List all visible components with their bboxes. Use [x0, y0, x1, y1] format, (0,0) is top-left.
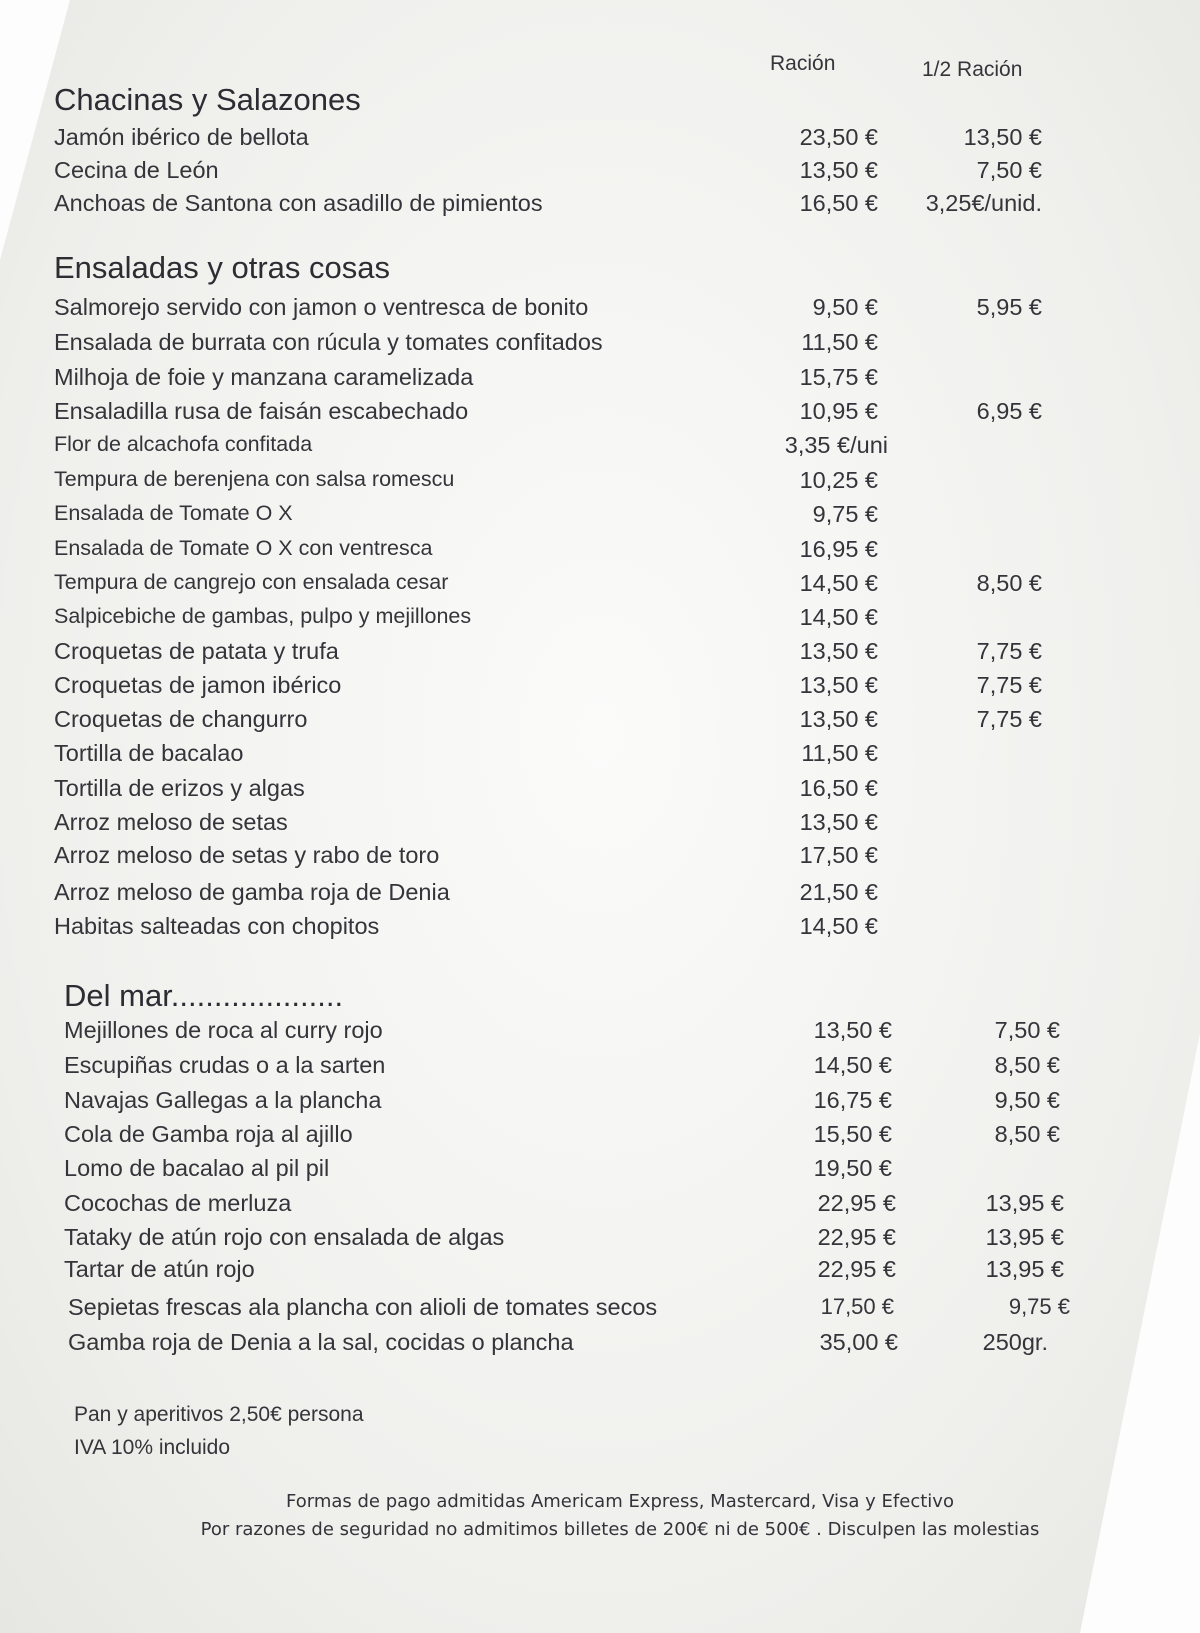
item-price-media: 7,75 €	[976, 672, 1042, 698]
menu-item	[0, 364, 1200, 398]
item-price-media: 9,50 €	[994, 1087, 1060, 1113]
item-price-media: 7,75 €	[976, 706, 1042, 732]
item-price-media: 7,50 €	[994, 1017, 1060, 1043]
item-price-media: 13,95 €	[985, 1224, 1064, 1250]
item-name: Arroz meloso de setas	[54, 809, 288, 835]
item-name: Tortilla de bacalao	[54, 740, 244, 766]
item-price-racion: 14,50 €	[799, 570, 878, 596]
menu-item	[0, 294, 1200, 328]
item-price-racion: 13,50 €	[813, 1017, 892, 1043]
item-price-racion: 22,95 €	[817, 1224, 896, 1250]
item-price-racion: 19,50 €	[813, 1155, 892, 1181]
item-price-racion: 11,50 €	[801, 740, 878, 766]
item-price-racion: 22,95 €	[817, 1190, 896, 1216]
menu-item	[0, 638, 1200, 672]
item-name: Croquetas de changurro	[54, 706, 308, 732]
item-price-racion: 13,50 €	[799, 672, 878, 698]
item-price-racion: 14,50 €	[799, 913, 878, 939]
menu-item	[0, 775, 1200, 809]
item-price-racion: 21,50 €	[799, 879, 878, 905]
menu-item	[0, 672, 1200, 706]
item-name: Arroz meloso de gamba roja de Denia	[54, 879, 450, 905]
menu-item	[0, 124, 1200, 158]
footer-security-note: Por razones de seguridad no admitimos billetes de 200€ ni de 500€ . Disculpen las molestias	[200, 1519, 1040, 1540]
menu-item	[0, 1256, 1200, 1290]
menu-item	[0, 879, 1200, 913]
menu-item	[0, 706, 1200, 740]
item-price-racion: 13,50 €	[799, 638, 878, 664]
item-name: Salmorejo servido con jamon o ventresca de bonito	[54, 294, 589, 320]
item-price-media: 8,50 €	[976, 570, 1042, 596]
item-name: Croquetas de jamon ibérico	[54, 672, 342, 698]
item-name: Tortilla de erizos y algas	[54, 775, 305, 801]
item-price-media: 7,50 €	[976, 157, 1042, 183]
item-price-racion: 16,50 €	[799, 190, 878, 216]
section-title-ensaladas: Ensaladas y otras cosas	[54, 250, 391, 285]
item-name: Mejillones de roca al curry rojo	[64, 1017, 383, 1043]
menu-item	[0, 398, 1200, 432]
item-price-racion: 3,35 €/uni	[784, 432, 888, 458]
item-name: Tempura de cangrejo con ensalada cesar	[54, 570, 449, 594]
item-price-racion: 17,50 €	[820, 1294, 894, 1319]
section-title-chacinas: Chacinas y Salazones	[54, 82, 361, 117]
footer-payment-methods: Formas de pago admitidas Americam Express, Mastercard, Visa y Efectivo	[286, 1491, 954, 1512]
item-price-racion: 35,00 €	[819, 1329, 898, 1355]
menu-item	[0, 604, 1200, 638]
item-price-media: 6,95 €	[976, 398, 1042, 424]
item-price-racion: 13,50 €	[799, 706, 878, 732]
menu-item	[0, 501, 1200, 535]
item-price-media: 8,50 €	[994, 1121, 1060, 1147]
item-name: Jamón ibérico de bellota	[54, 124, 309, 150]
section-title-del-mar: Del mar....................	[64, 978, 344, 1013]
item-name: Habitas salteadas con chopitos	[54, 913, 380, 939]
item-name: Milhoja de foie y manzana caramelizada	[54, 364, 474, 390]
item-name: Tartar de atún rojo	[64, 1256, 255, 1282]
item-name: Tataky de atún rojo con ensalada de algas	[64, 1224, 505, 1250]
item-name: Ensalada de Tomate O X con ventresca	[54, 536, 433, 560]
item-price-media: 3,25€/unid.	[925, 190, 1042, 216]
item-price-racion: 16,75 €	[813, 1087, 892, 1113]
menu-item	[0, 1087, 1200, 1121]
item-name: Lomo de bacalao al pil pil	[64, 1155, 330, 1181]
note-iva: IVA 10% incluido	[74, 1436, 231, 1459]
column-header-media-racion: 1/2 Ración	[922, 58, 1023, 81]
menu-item	[0, 1224, 1200, 1258]
item-price-racion: 10,25 €	[799, 467, 878, 493]
menu-item	[0, 157, 1200, 191]
note-pan-aperitivos: Pan y aperitivos 2,50€ persona	[74, 1403, 364, 1426]
item-price-racion: 13,50 €	[799, 809, 878, 835]
item-price-media: 13,95 €	[985, 1256, 1064, 1282]
item-name: Escupiñas crudas o a la sarten	[64, 1052, 386, 1078]
item-price-media: 250gr.	[982, 1329, 1048, 1355]
item-name: Tempura de berenjena con salsa romescu	[54, 467, 455, 491]
item-name: Cecina de León	[54, 157, 219, 183]
item-price-media: 9,75 €	[1008, 1294, 1070, 1319]
menu-item	[0, 1190, 1200, 1224]
menu-item	[0, 432, 1200, 466]
item-price-racion: 15,75 €	[799, 364, 878, 390]
menu-item	[0, 1329, 1200, 1363]
item-name: Cocochas de merluza	[64, 1190, 292, 1216]
item-name: Croquetas de patata y trufa	[54, 638, 339, 664]
item-price-racion: 14,50 €	[813, 1052, 892, 1078]
item-price-media: 5,95 €	[976, 294, 1042, 320]
menu-item	[0, 570, 1200, 604]
item-name: Ensalada de burrata con rúcula y tomates confitados	[54, 329, 603, 355]
item-name: Flor de alcachofa confitada	[54, 432, 313, 456]
menu-item	[0, 329, 1200, 363]
item-price-racion: 9,50 €	[812, 294, 878, 320]
item-price-racion: 16,95 €	[799, 536, 878, 562]
item-price-media: 8,50 €	[994, 1052, 1060, 1078]
item-price-racion: 15,50 €	[813, 1121, 892, 1147]
menu-item	[0, 913, 1200, 947]
menu-item	[0, 536, 1200, 570]
item-price-racion: 22,95 €	[817, 1256, 896, 1282]
item-price-racion: 23,50 €	[799, 124, 878, 150]
item-price-racion: 13,50 €	[799, 157, 878, 183]
item-name: Sepietas frescas ala plancha con alioli de tomates secos	[68, 1294, 658, 1320]
item-name: Navajas Gallegas a la plancha	[64, 1087, 382, 1113]
item-price-media: 7,75 €	[976, 638, 1042, 664]
item-price-racion: 11,50 €	[801, 329, 878, 355]
item-price-media: 13,50 €	[963, 124, 1042, 150]
menu-item	[0, 1294, 1200, 1328]
item-name: Ensaladilla rusa de faisán escabechado	[54, 398, 469, 424]
item-price-racion: 14,50 €	[799, 604, 878, 630]
item-price-media: 13,95 €	[985, 1190, 1064, 1216]
item-price-racion: 9,75 €	[812, 501, 878, 527]
menu-item	[0, 1052, 1200, 1086]
item-name: Salpicebiche de gambas, pulpo y mejillones	[54, 604, 472, 628]
item-name: Cola de Gamba roja al ajillo	[64, 1121, 353, 1147]
menu-item	[0, 809, 1200, 843]
menu-item	[0, 1017, 1200, 1051]
menu-item	[0, 1155, 1200, 1189]
menu-item	[0, 190, 1200, 224]
item-price-racion: 17,50 €	[799, 842, 878, 868]
item-name: Gamba roja de Denia a la sal, cocidas o plancha	[68, 1329, 574, 1355]
column-header-racion: Ración	[770, 52, 836, 75]
menu-item	[0, 1121, 1200, 1155]
menu-item	[0, 740, 1200, 774]
menu-item	[0, 842, 1200, 876]
item-price-racion: 16,50 €	[799, 775, 878, 801]
menu-item	[0, 467, 1200, 501]
item-price-racion: 10,95 €	[799, 398, 878, 424]
item-name: Arroz meloso de setas y rabo de toro	[54, 842, 440, 868]
item-name: Anchoas de Santona con asadillo de pimientos	[54, 190, 543, 216]
item-name: Ensalada de Tomate O X	[54, 501, 293, 525]
